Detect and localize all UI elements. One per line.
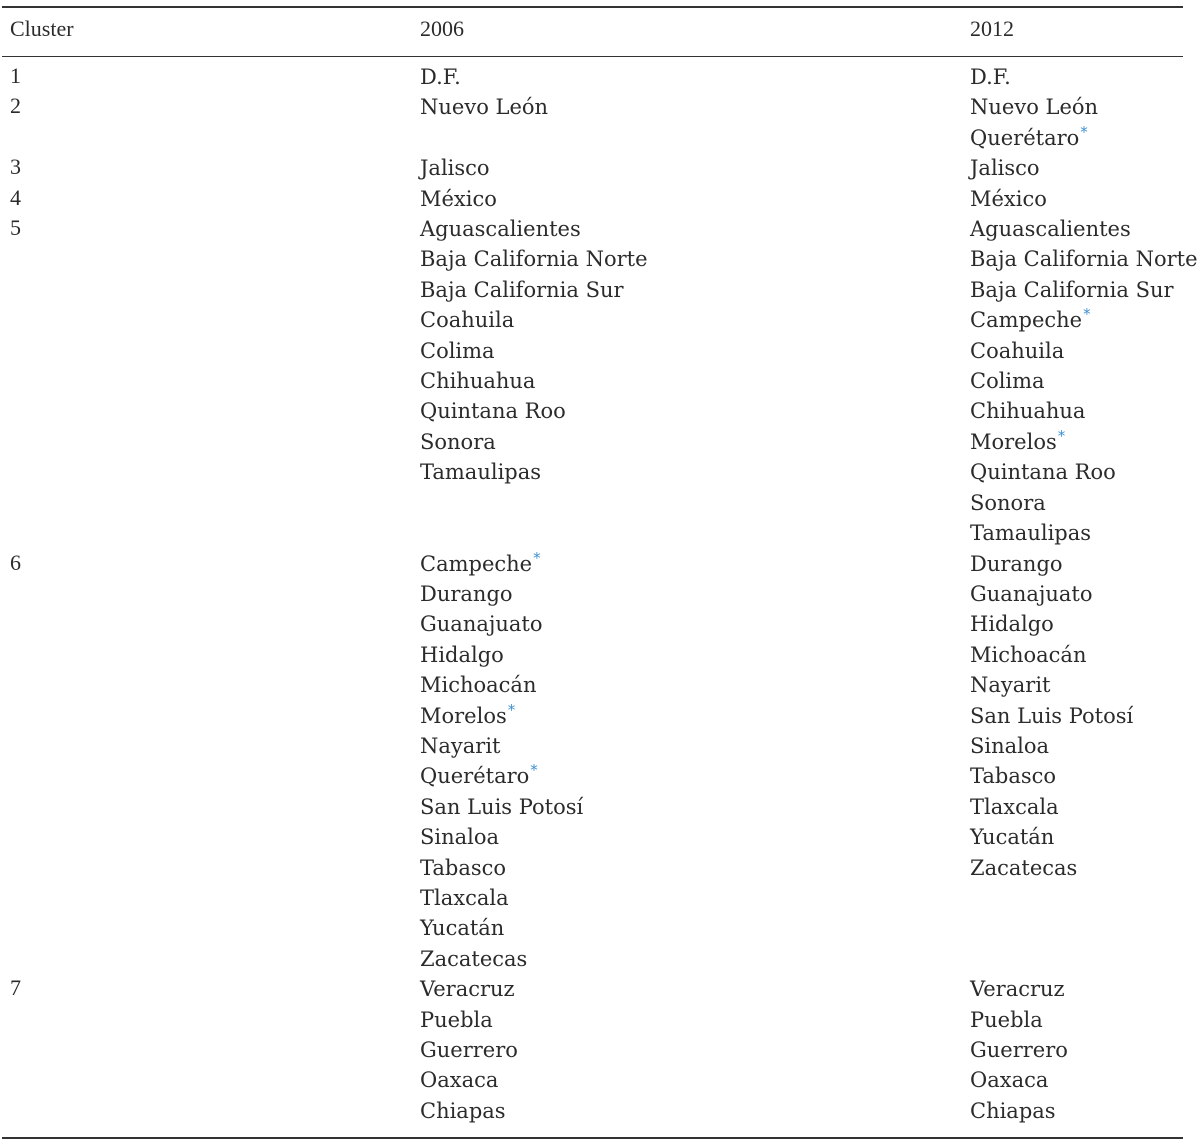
cell-cluster-text: 1 [10,63,21,88]
cell-2012-text: Jalisco [970,156,1040,181]
cell-2012 [970,853,1077,883]
cell-2012-text: D.F. [970,65,1011,89]
table-row [0,153,1203,183]
cell-2006 [420,1005,493,1035]
cell-2006-text: Tlaxcala [420,885,509,910]
table-row [0,853,1203,883]
table-row [0,1096,1203,1126]
cell-2012 [970,214,1131,244]
cell-2012 [970,579,1093,609]
table-row [0,1065,1203,1095]
cell-2006 [420,579,513,609]
cell-cluster-text: 4 [10,184,21,210]
cell-2006 [420,1035,518,1065]
asterisk-marker: * [1080,122,1088,141]
cell-2006 [420,913,504,943]
cell-2006 [420,670,536,700]
table-row [0,366,1203,396]
cell-cluster-text: 2 [10,93,21,119]
cell-2012 [970,427,1065,457]
asterisk-marker: * [533,548,541,567]
cell-2006 [420,944,527,974]
cell-2012-text: Querétaro [970,125,1080,150]
cell-2006-text: Chiapas [420,1098,506,1123]
cell-2012-text: Nayarit [970,673,1051,698]
cell-2006-text: Durango [420,581,513,606]
cell-2012-text: Baja California Sur [970,277,1174,302]
cell-2006 [420,549,541,579]
cell-2006 [420,305,514,335]
cell-cluster-text: 6 [10,549,21,575]
asterisk-marker: * [1083,305,1091,324]
table-row [0,305,1203,335]
cell-2012 [970,275,1174,305]
cell-2006 [420,974,515,1004]
cell-2012 [970,731,1049,761]
cell-2006 [420,214,581,244]
cell-2006-text: Sonora [420,429,496,454]
cell-2006-text: Chihuahua [420,369,536,394]
cell-2006-text: Morelos [420,703,507,728]
cell-2006-text: Coahuila [420,308,515,333]
cell-2006 [420,609,543,639]
header-2012: 2012 [970,16,1014,41]
cell-2006-text: México [420,186,497,211]
table-row [0,883,1203,913]
cell-2012-text: Baja California Norte [970,247,1198,272]
cell-cluster-text: 3 [10,154,21,180]
cell-2012-text: Sonora [970,490,1046,515]
cell-2006 [420,792,583,822]
cell-2006-text: Nayarit [420,733,501,758]
cell-2012 [970,1035,1068,1065]
cell-2012 [970,518,1091,548]
table-row [0,792,1203,822]
cell-cluster [10,973,21,1003]
cell-2006-text: Tabasco [420,855,507,880]
cell-cluster [10,548,21,578]
cell-2012 [970,1065,1048,1095]
cell-2006-text: Guanajuato [420,612,543,637]
cell-2012-text: Quintana Roo [970,460,1116,485]
cell-2006 [420,853,506,883]
table-row [0,488,1203,518]
cell-2006 [420,883,509,913]
cell-2012-text: Veracruz [970,977,1065,1002]
cell-2006 [420,92,548,122]
cell-2012 [970,640,1086,670]
table-row [0,640,1203,670]
header-2006: 2006 [420,16,464,41]
cell-2012-text: Colima [970,369,1045,394]
table-bottom-rule [2,1137,1183,1139]
cell-2006 [420,184,497,214]
cell-2006-text: Baja California Sur [420,277,624,302]
cell-2006-text: Veracruz [420,977,515,1002]
cell-cluster [10,91,21,121]
table-row [0,579,1203,609]
table-row [0,913,1203,943]
table-row [0,822,1203,852]
cell-2012 [970,701,1133,731]
table-row [0,62,1203,92]
cell-2006 [420,640,504,670]
cell-2006-text: Guerrero [420,1038,518,1062]
table-row [0,123,1203,153]
table-row [0,184,1203,214]
cell-2012-text: Oaxaca [970,1068,1049,1093]
table-row [0,336,1203,366]
table-row [0,214,1203,244]
cell-2006-text: Querétaro [420,764,530,789]
cell-2012-text: Zacatecas [970,855,1078,880]
cell-2012-text: Guerrero [970,1038,1068,1062]
cell-2012 [970,609,1054,639]
cell-2006 [420,244,648,274]
cell-2006-text: San Luis Potosí [420,794,584,819]
table-row [0,244,1203,274]
cell-2006-text: Oaxaca [420,1068,499,1093]
cell-2012 [970,488,1046,518]
cell-2012-text: Coahuila [970,338,1065,363]
cell-2012 [970,549,1063,579]
cell-2012 [970,244,1198,274]
table-row [0,761,1203,791]
cell-2006-text: Colima [420,338,495,363]
cell-2012 [970,62,1011,92]
cell-2012 [970,761,1056,791]
cell-2012-text: Morelos [970,429,1057,454]
cell-2012-text: Chihuahua [970,399,1086,424]
table-row [0,549,1203,579]
cell-2006-text: Quintana Roo [420,399,566,424]
cell-2012-text: San Luis Potosí [970,703,1134,728]
cell-2012 [970,396,1085,426]
cell-2006 [420,366,535,396]
cell-2006 [420,427,496,457]
cell-2012 [970,153,1040,183]
table-header [0,14,1203,46]
cell-2012 [970,670,1050,700]
cell-2012-text: Guanajuato [970,581,1093,606]
table-row [0,427,1203,457]
cell-2006-text: Campeche [420,551,533,576]
cell-2006 [420,822,499,852]
table-row [0,457,1203,487]
cell-2012-text: Tabasco [970,764,1057,789]
cell-2006 [420,761,538,791]
table-row [0,275,1203,305]
cell-2012 [970,792,1059,822]
table-row [0,1035,1203,1065]
cell-cluster [10,213,21,243]
cell-2006-text: Baja California Norte [420,247,648,272]
cell-2006-text: Michoacán [420,673,537,698]
cell-2006-text: Aguascalientes [420,217,581,242]
cell-2006 [420,62,461,92]
cell-2012-text: Hidalgo [970,612,1054,637]
cell-2006 [420,153,490,183]
cell-cluster [10,61,21,91]
cell-2006 [420,457,541,487]
cell-2012 [970,366,1045,396]
cell-2012 [970,305,1091,335]
asterisk-marker: * [507,700,516,719]
cell-2012-text: Michoacán [970,642,1087,667]
cell-2006-text: D.F. [420,65,461,89]
cell-2012-text: Sinaloa [970,733,1050,758]
cell-2006 [420,275,624,305]
cell-2006-text: Tamaulipas [420,460,542,485]
cell-2006-text: Nuevo León [420,95,549,120]
table-row [0,701,1203,731]
cell-2012 [970,1096,1056,1126]
cell-2006-text: Sinaloa [420,825,500,850]
cell-2012-text: Durango [970,551,1063,576]
table-row [0,609,1203,639]
table-row [0,396,1203,426]
cell-2006-text: Puebla [420,1007,493,1032]
cell-2012 [970,1005,1043,1035]
cell-2012-text: Tlaxcala [970,794,1059,819]
cell-2012 [970,457,1116,487]
cell-2012-text: Aguascalientes [970,217,1131,242]
asterisk-marker: * [530,761,538,780]
cell-2012 [970,822,1054,852]
cell-2006-text: Jalisco [420,156,490,181]
cell-2012 [970,123,1088,153]
table-row [0,92,1203,122]
cell-2012 [970,336,1064,366]
cell-2006 [420,731,500,761]
cell-2012-text: Puebla [970,1007,1043,1032]
cell-2012-text: Yucatán [970,825,1055,850]
cell-2006 [420,701,515,731]
cell-2006-text: Zacatecas [420,946,528,971]
cell-2006 [420,1096,506,1126]
cell-2012-text: Tamaulipas [970,521,1092,546]
cell-2012 [970,184,1047,214]
table-row [0,944,1203,974]
cell-cluster [10,183,21,213]
table-header-rule [2,56,1183,57]
cell-2012-text: México [970,186,1047,211]
table-top-rule [2,6,1183,8]
cell-2006 [420,336,495,366]
header-cluster: Cluster [10,16,74,41]
cell-cluster-text: 5 [10,215,21,241]
cell-2012-text: Nuevo León [970,95,1099,120]
cell-2006-text: Yucatán [420,916,505,941]
table-row [0,974,1203,1004]
cell-2012 [970,974,1065,1004]
table-row [0,1005,1203,1035]
table-row [0,670,1203,700]
cell-2012-text: Chiapas [970,1098,1056,1123]
table-row [0,731,1203,761]
table-body [0,62,1203,1126]
cell-2006 [420,1065,498,1095]
cell-2012-text: Campeche [970,308,1083,333]
cell-2006-text: Hidalgo [420,642,504,667]
asterisk-marker: * [1057,426,1066,445]
cell-cluster-text: 7 [10,975,21,1001]
cell-2012 [970,92,1098,122]
cell-cluster [10,152,21,182]
table-row [0,518,1203,548]
cell-2006 [420,396,566,426]
